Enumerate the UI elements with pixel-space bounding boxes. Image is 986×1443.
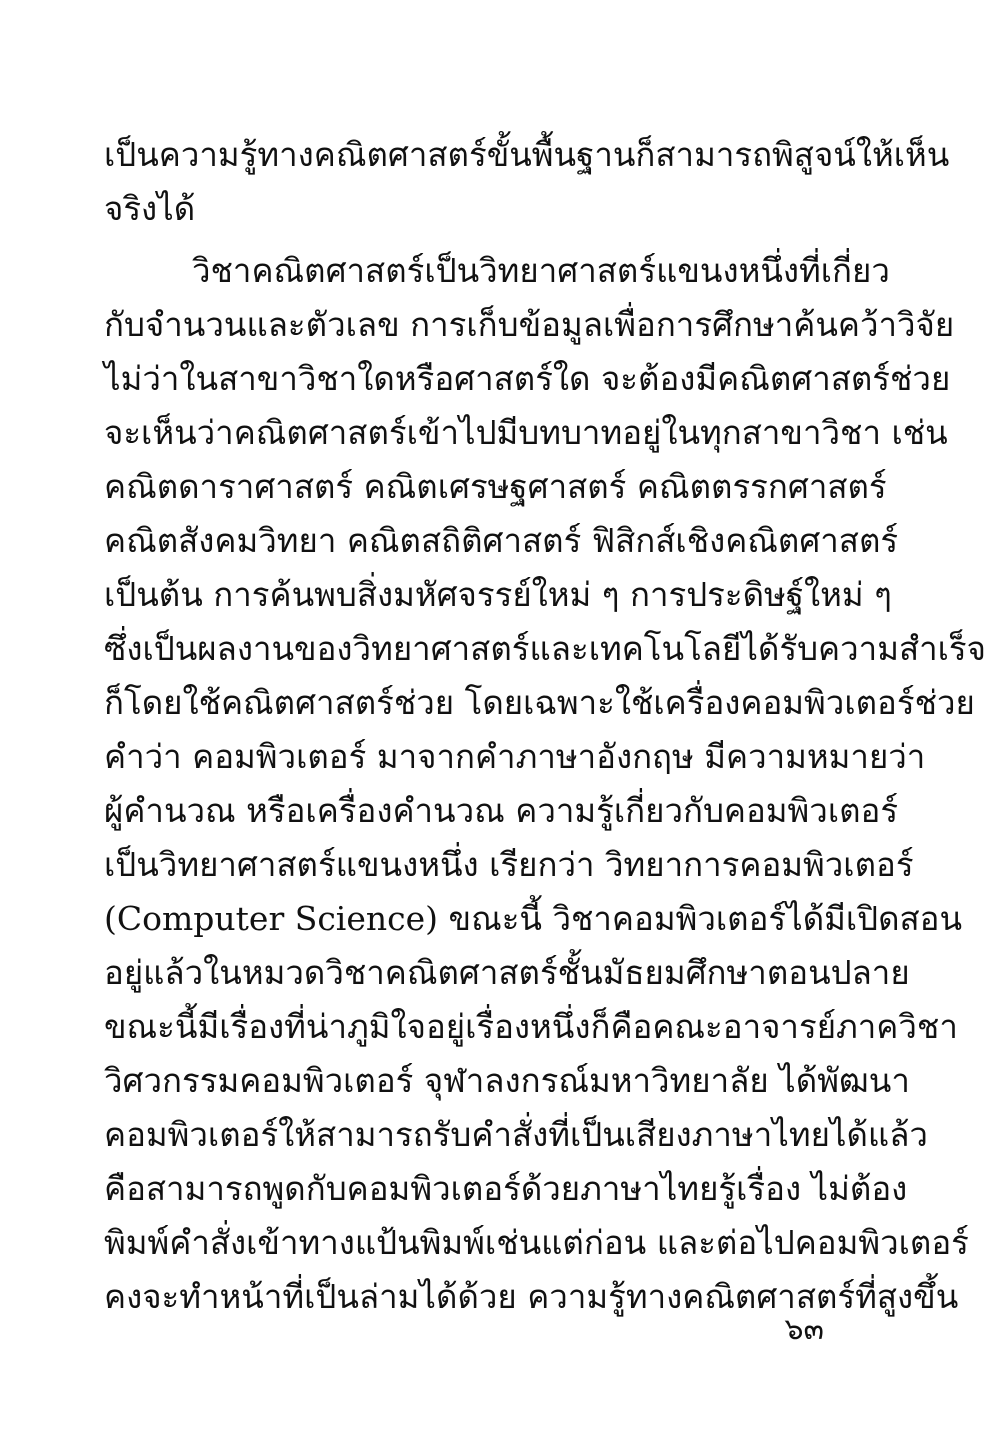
text-line: คอมพิวเตอร์ให้สามารถรับคำสั่งที่เป็นเสียงภาษาไทยได้แล้ว <box>104 1115 928 1154</box>
text-line: จะเห็นว่าคณิตศาสตร์เข้าไปมีบทบาทอยู่ในทุกสาขาวิชา เช่น <box>104 413 948 452</box>
text-line: อยู่แล้วในหมวดวิชาคณิตศาสตร์ชั้นมัธยมศึกษาตอนปลาย <box>104 953 910 992</box>
text-line: วิศวกรรมคอมพิวเตอร์ จุฬาลงกรณ์มหาวิทยาลัย ได้พัฒนา <box>104 1061 910 1100</box>
text-line: ขณะนี้มีเรื่องที่น่าภูมิใจอยู่เรื่องหนึ่งก็คือคณะอาจารย์ภาควิชา <box>104 1007 958 1046</box>
text-line: คณิตดาราศาสตร์ คณิตเศรษฐศาสตร์ คณิตตรรกศาสตร์ <box>104 467 887 506</box>
text-line: ซึ่งเป็นผลงานของวิทยาศาสตร์และเทคโนโลยีได้รับความสำเร็จ <box>104 629 986 668</box>
paragraph-main <box>104 244 986 1324</box>
text-line: คงจะทำหน้าที่เป็นล่ามได้ด้วย ความรู้ทางคณิตศาสตร์ที่สูงขึ้น <box>104 1277 959 1316</box>
text-line: ก็โดยใช้คณิตศาสตร์ช่วย โดยเฉพาะใช้เครื่องคอมพิวเตอร์ช่วย <box>104 683 975 722</box>
text-line: เป็นต้น การค้นพบสิ่งมหัศจรรย์ใหม่ ๆ การประดิษฐ์ใหม่ ๆ <box>104 575 892 614</box>
text-line: คือสามารถพูดกับคอมพิวเตอร์ด้วยภาษาไทยรู้เรื่อง ไม่ต้อง <box>104 1169 908 1208</box>
text-line: ไม่ว่าในสาขาวิชาใดหรือศาสตร์ใด จะต้องมีคณิตศาสตร์ช่วย <box>104 359 951 398</box>
text-line: จริงได้ <box>104 189 196 228</box>
text-line: คำว่า คอมพิวเตอร์ มาจากคำภาษาอังกฤษ มีความหมายว่า <box>104 737 926 776</box>
text-line: ผู้คำนวณ หรือเครื่องคำนวณ ความรู้เกี่ยวกับคอมพิวเตอร์ <box>104 791 899 830</box>
text-line: วิชาคณิตศาสตร์เป็นวิทยาศาสตร์แขนงหนึ่งที่เกี่ยว <box>192 251 890 290</box>
text-line: เป็นวิทยาศาสตร์แขนงหนึ่ง เรียกว่า วิทยาการคอมพิวเตอร์ <box>104 845 914 884</box>
text-line: กับจำนวนและตัวเลข การเก็บข้อมูลเพื่อการศึกษาค้นคว้าวิจัย <box>104 305 955 344</box>
text-line: คณิตสังคมวิทยา คณิตสถิติศาสตร์ ฟิสิกส์เชิงคณิตศาสตร์ <box>104 521 899 560</box>
page-number: ๖๓ <box>784 1312 824 1347</box>
text-line: พิมพ์คำสั่งเข้าทางแป้นพิมพ์เช่นแต่ก่อน และต่อไปคอมพิวเตอร์ <box>104 1223 969 1262</box>
paragraph-intro <box>104 128 950 236</box>
text-line: เป็นความรู้ทางคณิตศาสตร์ขั้นพื้นฐานก็สามารถพิสูจน์ให้เห็น <box>104 135 950 174</box>
text-line: (Computer Science) ขณะนี้ วิชาคอมพิวเตอร์ได้มีเปิดสอน <box>104 899 963 938</box>
